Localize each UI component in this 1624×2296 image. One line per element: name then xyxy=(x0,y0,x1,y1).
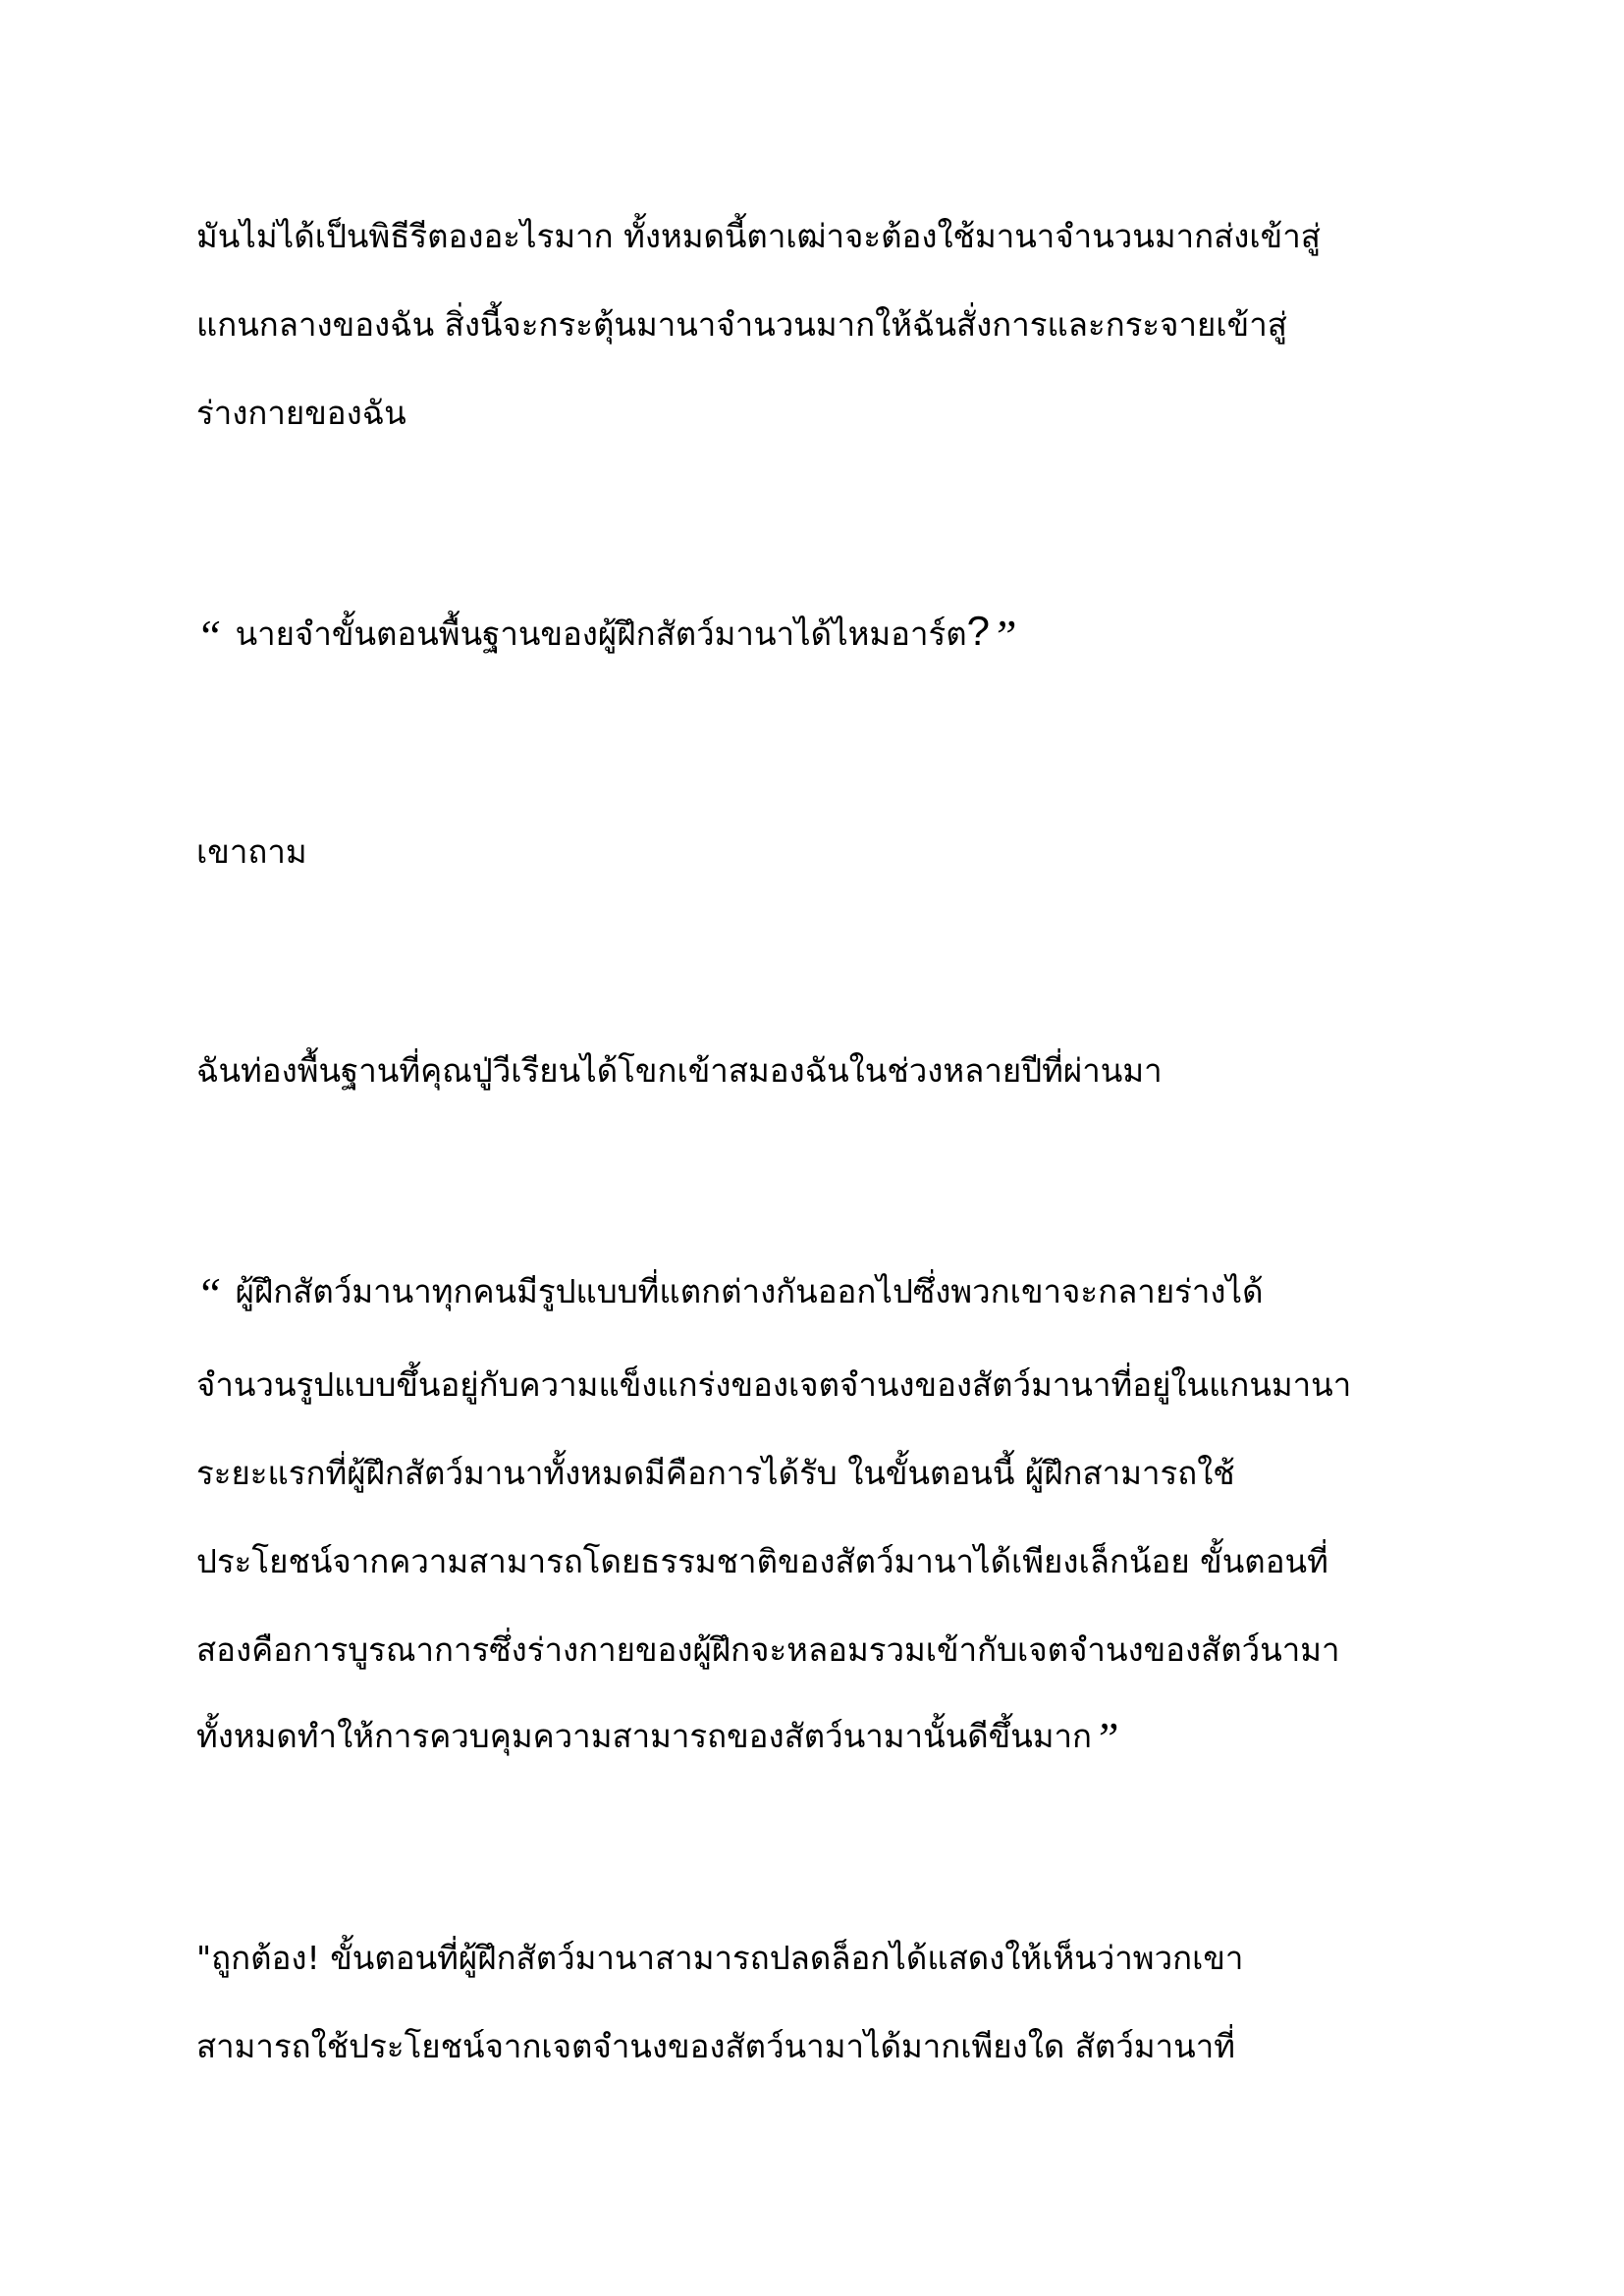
paragraph-1-line-1: มันไม่ได้เป็นพิธีรีตองอะไรมาก ทั้งหมดนี้ตาเฒ่าจะต้องใช้มานาจำนวนมากส่งเข้าสู่ xyxy=(196,217,1321,255)
paragraph-5-line-5: สองคือการบูรณาการซึ่งร่างกายของผู้ฝึกจะหลอมรวมเข้ากับเจตจำนงของสัตว์นามา xyxy=(196,1630,1340,1669)
question-mark: ? xyxy=(966,608,991,654)
paragraph-5-line-2: จำนวนรูปแบบขึ้นอยู่กับความแข็งแกร่งของเจตจำนงของสัตว์มานาที่อยู่ในแกนมานา xyxy=(196,1365,1352,1404)
close-quote: ” xyxy=(1094,1713,1119,1763)
paragraph-3-line-1: เขาถาม xyxy=(196,832,307,871)
close-quote: ” xyxy=(992,611,1017,661)
paragraph-4-line-1: ฉันท่องพื้นฐานที่คุณปู่วีเรียนได้โขกเข้าสมองฉันในช่วงหลายปีที่ผ่านมา xyxy=(196,1051,1163,1090)
paragraph-5-line-1 xyxy=(196,1267,1473,1322)
paragraph-5-line-6 xyxy=(196,1712,1473,1767)
paragraph-5-line-4: ประโยชน์จากความสามารถโดยธรรมชาติของสัตว์มานาได้เพียงเล็กน้อย ขั้นตอนที่ xyxy=(196,1542,1328,1580)
paragraph-2-quote xyxy=(196,607,1473,662)
open-quote: “ xyxy=(196,611,222,661)
paragraph-5-line-3: ระยะแรกที่ผู้ฝึกสัตว์มานาทั้งหมดมีคือการได้รับ ในขั้นตอนนี้ ผู้ฝึกสามารถใช้ xyxy=(196,1454,1235,1492)
paragraph-5-last-text: ทั้งหมดทำให้การควบคุมความสามารถของสัตว์นามานั้นดีขึ้นมาก xyxy=(196,1717,1093,1755)
paragraph-6-line-2: สามารถใช้ประโยชน์จากเจตจำนงของสัตว์นามาได้มากเพียงใด สัตว์มานาที่ xyxy=(196,2027,1236,2065)
paragraph-1-line-2: แกนกลางของฉัน สิ่งนี้จะกระตุ้นมานาจำนวนมากให้ฉันสั่งการและกระจายเข้าสู่ xyxy=(196,305,1287,344)
paragraph-6-line-1: "ถูกต้อง! ขั้นตอนที่ผู้ฝึกสัตว์มานาสามารถปลดล็อกได้แสดงให้เห็นว่าพวกเขา xyxy=(196,1939,1244,1977)
paragraph-1-line-3: ร่างกายของฉัน xyxy=(196,394,406,432)
paragraph-5-first-text: ผู้ฝึกสัตว์มานาทุกคนมีรูปแบบที่แตกต่างกันออกไปซึ่งพวกเขาจะกลายร่างได้ xyxy=(235,1272,1264,1310)
dialogue-text: นายจำขั้นตอนพื้นฐานของผู้ฝึกสัตว์มานาได้ไหมอาร์ต xyxy=(235,614,967,653)
open-quote: “ xyxy=(196,1268,222,1318)
